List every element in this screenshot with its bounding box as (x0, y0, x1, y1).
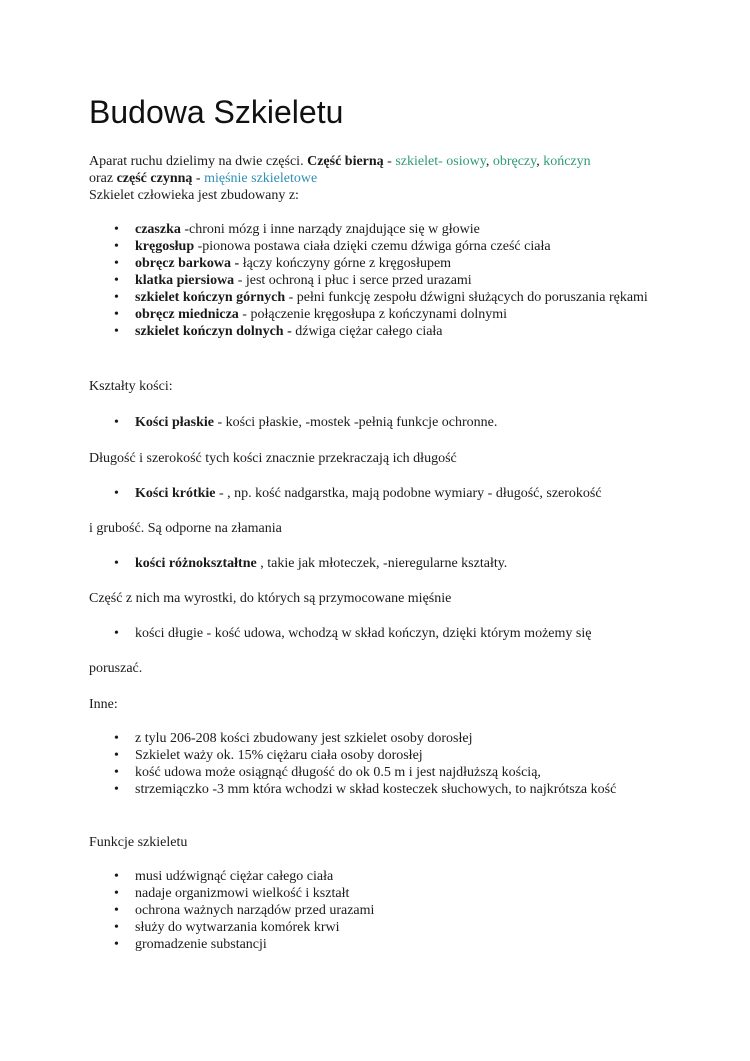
list-item: • strzemiączko -3 mm która wchodzi w skład kosteczek słuchowych, to najkrótsza kość (0, 781, 660, 798)
intro-line-3: Szkielet człowieka jest zbudowany z: (89, 188, 299, 203)
active-part-term: część czynną (116, 171, 193, 186)
short-bones-list (0, 485, 660, 502)
functions-list (0, 868, 660, 953)
page-title: Budowa Szkieletu (89, 94, 344, 130)
intro-text: Aparat ruchu dzielimy na dwie części. (89, 154, 308, 169)
list-item: • szkielet kończyn dolnych - dźwiga ciężar całego ciała (0, 323, 660, 340)
list-item: • kość udowa może osiągnąć długość do ok 0.5 m i jest najdłuższą kością, (0, 764, 660, 781)
flat-bones-list (0, 414, 660, 431)
intro-comma: , (536, 154, 544, 169)
list-item: • Kości płaskie - kości płaskie, -mostek -pełnią funkcje ochronne. (0, 414, 660, 431)
list-item: • obręcz miednicza - połączenie kręgosłupa z kończynami dolnymi (0, 306, 660, 323)
list-item: • czaszka -chroni mózg i inne narządy znajdujące się w głowie (0, 221, 660, 238)
intro-comma: , (485, 154, 493, 169)
list-item: • z tylu 206-208 kości zbudowany jest szkielet osoby dorosłej (0, 730, 660, 747)
shapes-heading: Kształty kości: (89, 379, 173, 394)
short-bones-note: i grubość. Są odporne na złamania (89, 521, 282, 536)
other-heading: Inne: (89, 697, 118, 712)
list-item: • musi udźwignąć ciężar całego ciała (0, 868, 660, 885)
list-item: • klatka piersiowa - jest ochroną i płuc i serce przed urazami (0, 272, 660, 289)
list-item: • kręgosłup -pionowa postawa ciała dzięki czemu dźwiga górna cześć ciała (0, 238, 660, 255)
list-item: • Szkielet waży ok. 15% ciężaru ciała osoby dorosłej (0, 747, 660, 764)
other-facts-list (0, 730, 660, 798)
intro-dash: - (192, 171, 205, 186)
list-item: • nadaje organizmowi wielkość i kształt (0, 885, 660, 902)
list-item: • Kości krótkie - , np. kość nadgarstka, mają podobne wymiary - długość, szerokość (0, 485, 660, 502)
list-item: • ochrona ważnych narządów przed urazami (0, 902, 660, 919)
flat-bones-note: Długość i szerokość tych kości znacznie przekraczają ich długość (89, 451, 457, 466)
skeletal-muscles-term: mięśnie szkieletowe (204, 171, 318, 186)
list-item: • gromadzenie substancji (0, 936, 660, 953)
passive-part-term: Część bierną (307, 154, 384, 169)
intro-line-2 (89, 170, 317, 187)
irregular-bones-note: Część z nich ma wyrostki, do których są przymocowane mięśnie (89, 591, 452, 606)
intro-line-1 (89, 153, 591, 170)
irregular-bones-list (0, 555, 660, 572)
list-item: • obręcz barkowa - łączy kończyny górne z kręgosłupem (0, 255, 660, 272)
functions-heading: Funkcje szkieletu (89, 835, 188, 850)
girdles-term: obręczy (492, 154, 537, 169)
long-bones-list (0, 625, 660, 642)
list-item: • kości różnokształtne , takie jak młoteczek, -nieregularne kształty. (0, 555, 660, 572)
list-item: • kości długie - kość udowa, wchodzą w skład kończyn, dzięki którym możemy się (0, 625, 660, 642)
list-item: • szkielet kończyn górnych - pełni funkcję zespołu dźwigni służących do poruszania rękami (0, 289, 660, 306)
intro-dash: - (383, 154, 396, 169)
long-bones-note: poruszać. (89, 661, 143, 676)
skeleton-parts-list (0, 221, 660, 340)
axial-skeleton-term: szkielet- osiowy (395, 154, 486, 169)
list-item: • służy do wytwarzania komórek krwi (0, 919, 660, 936)
limbs-term: kończyn (543, 154, 591, 169)
intro-text: oraz (89, 171, 117, 186)
